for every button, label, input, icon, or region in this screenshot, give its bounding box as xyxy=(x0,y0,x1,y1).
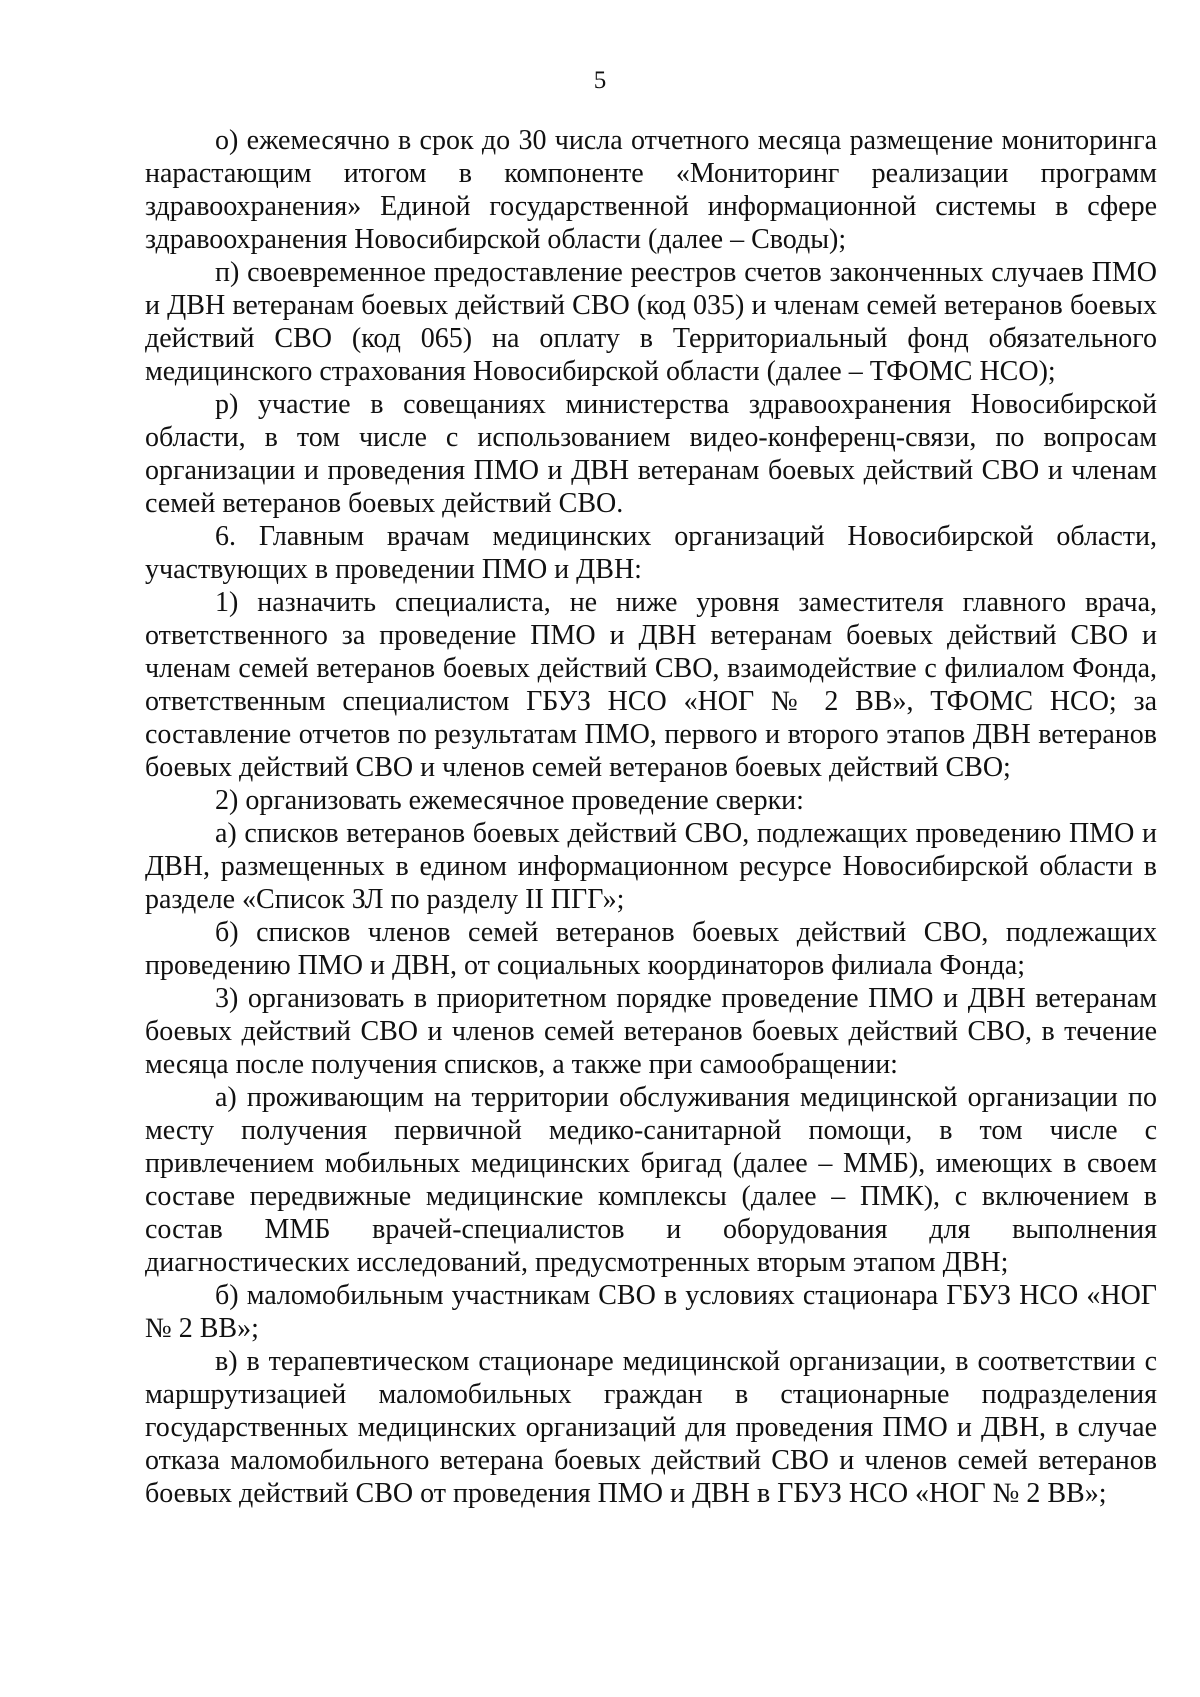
paragraph-item-2: 2) организовать ежемесячное проведение сверки: xyxy=(215,785,804,816)
page-number: 5 xyxy=(593,67,607,94)
paragraph-section-6: 6. Главным врачам медицинских организаций Новосибирской области, участвующих в проведении ПМО и ДВН: xyxy=(145,521,1157,585)
paragraph-item-2b: б) списков членов семей ветеранов боевых действий СВО, подлежащих проведению ПМО и ДВН, от социальных координаторов филиала Фонда; xyxy=(145,917,1157,981)
paragraph-item-r: р) участие в совещаниях министерства здравоохранения Новосибирской области, в том числе с использованием видео-конференц-связи, по вопросам организации и проведения ПМО и ДВН ветеранам боевых действий СВО и членам семей ветеранов боевых действий СВО. xyxy=(145,389,1157,519)
paragraph-item-2a: а) списков ветеранов боевых действий СВО, подлежащих проведению ПМО и ДВН, размещенных в едином информационном ресурсе Новосибирской области в разделе «Список ЗЛ по разделу II ПГГ»; xyxy=(145,818,1157,915)
paragraph-item-3: 3) организовать в приоритетном порядке проведение ПМО и ДВН ветеранам боевых действий СВО и членов семей ветеранов боевых действий СВО, в течение месяца после получения списков, а также при самообращении: xyxy=(145,983,1157,1080)
paragraph-item-p: п) своевременное предоставление реестров счетов законченных случаев ПМО и ДВН ветеранам боевых действий СВО (код 035) и членам семей ветеранов боевых действий СВО (код 065) на оплату в Территориальный фонд обязательного медицинского страхования Новосибирской области (далее – ТФОМС НСО); xyxy=(145,257,1157,387)
paragraph-item-3a: а) проживающим на территории обслуживания медицинской организации по месту получения первичной медико-санитарной помощи, в том числе с привлечением мобильных медицинских бригад (далее – ММБ), имеющих в своем составе передвижные медицинские комплексы (далее – ПМК), с включением в состав ММБ врачей-специалистов и оборудования для выполнения диагностических исследований, предусмотренных вторым этапом ДВН; xyxy=(145,1082,1157,1278)
paragraph-item-o: о) ежемесячно в срок до 30 числа отчетного месяца размещение мониторинга нарастающим итогом в компоненте «Мониторинг реализации программ здравоохранения» Единой государственной информационной системы в сфере здравоохранения Новосибирской области (далее – Своды); xyxy=(145,125,1157,255)
document-body xyxy=(145,124,1157,1510)
paragraph-item-3v: в) в терапевтическом стационаре медицинской организации, в соответствии с маршрутизацией маломобильных граждан в стационарные подразделения государственных медицинских организаций для проведения ПМО и ДВН, в случае отказа маломобильного ветерана боевых действий СВО и членов семей ветеранов боевых действий СВО от проведения ПМО и ДВН в ГБУЗ НСО «НОГ № 2 ВВ»; xyxy=(145,1346,1157,1509)
paragraph-item-1: 1) назначить специалиста, не ниже уровня заместителя главного врача, ответственного за проведение ПМО и ДВН ветеранам боевых действий СВО и членам семей ветеранов боевых действий СВО, взаимодействие с филиалом Фонда, ответственным специалистом ГБУЗ НСО «НОГ № 2 ВВ», ТФОМС НСО; за составление отчетов по результатам ПМО, первого и второго этапов ДВН ветеранов боевых действий СВО и членов семей ветеранов боевых действий СВО; xyxy=(145,587,1157,783)
paragraph-item-3b: б) маломобильным участникам СВО в условиях стационара ГБУЗ НСО «НОГ № 2 ВВ»; xyxy=(145,1280,1157,1344)
